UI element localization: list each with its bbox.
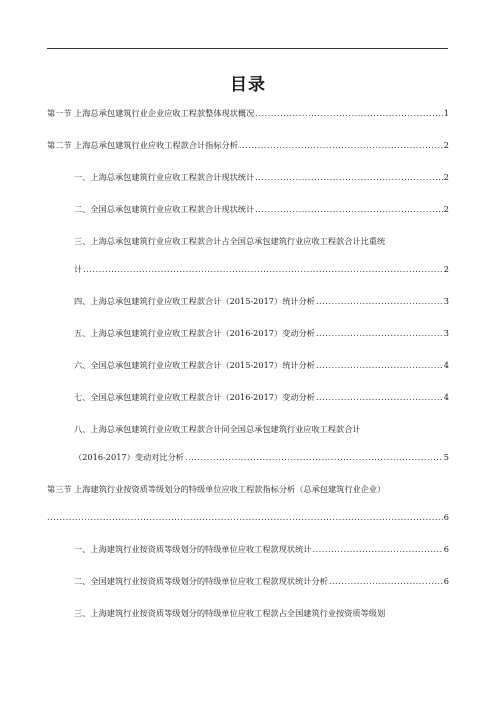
toc-entry[interactable] [47, 328, 449, 339]
toc-entry-text: （2016-2017）变动对比分析 [74, 452, 184, 462]
dot-leader [47, 512, 443, 523]
toc-entry-text: 四、上海总承包建筑行业应收工程款合计（2015-2017）统计分析 [74, 296, 315, 306]
toc-page-number: 5 [443, 452, 449, 462]
toc-entry[interactable] [47, 296, 449, 307]
toc-entry[interactable] [47, 108, 449, 119]
toc-page-number: 2 [443, 204, 449, 214]
toc-entry-text: 计 [74, 264, 83, 274]
toc-page-number: 6 [443, 576, 449, 586]
toc-title: 目录 [230, 75, 266, 95]
toc-page-number: 6 [443, 512, 449, 522]
toc-entry-text-line1: 第三节 上海建筑行业按资质等级划分的特级单位应收工程款指标分析（总承包建筑行业企业） [47, 484, 386, 494]
toc-entry-text: 第二节 上海总承包建筑行业应收工程款合计指标分析 [47, 140, 238, 150]
toc-entry[interactable] [47, 204, 449, 215]
dot-leader [316, 392, 443, 403]
dot-leader [316, 360, 443, 371]
toc-page-number: 3 [443, 328, 449, 338]
dot-leader [255, 204, 443, 215]
toc-page-number: 2 [443, 172, 449, 182]
toc-entry[interactable] [47, 236, 449, 275]
toc-page-number: 3 [443, 296, 449, 306]
dot-leader [239, 140, 443, 151]
header-rule [47, 48, 448, 49]
table-of-contents [47, 108, 449, 619]
toc-page-number: 6 [443, 544, 449, 554]
toc-page-number: 4 [443, 392, 449, 402]
toc-page-number: 2 [443, 140, 449, 150]
toc-entry[interactable] [47, 544, 449, 555]
toc-entry-text: 二、全国建筑行业按资质等级划分的特级单位应收工程款现状统计分析 [74, 576, 328, 586]
dot-leader [255, 172, 443, 183]
toc-page-number: 4 [443, 360, 449, 370]
dot-leader [329, 576, 443, 587]
toc-entry[interactable] [47, 172, 449, 183]
dot-leader [312, 544, 442, 555]
toc-entry-text: 第一节 上海总承包建筑行业企业应收工程款整体现状概况 [47, 108, 255, 118]
toc-entry-text: 五、上海总承包建筑行业应收工程款合计（2016-2017）变动分析 [74, 328, 315, 338]
toc-entry[interactable] [47, 140, 449, 151]
toc-entry[interactable] [47, 392, 449, 403]
toc-entry[interactable] [47, 360, 449, 371]
dot-leader [83, 264, 443, 275]
dot-leader [316, 296, 443, 307]
toc-entry-text: 二、全国总承包建筑行业应收工程款合计现状统计 [74, 204, 255, 214]
dot-leader [255, 108, 442, 119]
toc-entry-text: 一、上海总承包建筑行业应收工程款合计现状统计 [74, 172, 255, 182]
toc-entry[interactable] [47, 576, 449, 587]
toc-entry[interactable] [47, 608, 449, 619]
toc-entry-text: 七、全国总承包建筑行业应收工程款合计（2016-2017）变动分析 [74, 392, 315, 402]
toc-page-number: 2 [443, 264, 449, 274]
toc-entry[interactable] [47, 484, 449, 523]
dot-leader [185, 452, 443, 463]
toc-entry-text-line1: 三、上海总承包建筑行业应收工程款合计占全国总承包建筑行业应收工程款合计比重统 [74, 236, 386, 246]
toc-entry-text: 六、全国总承包建筑行业应收工程款合计（2015-2017）统计分析 [74, 360, 315, 370]
toc-entry-text: 三、上海建筑行业按资质等级划分的特级单位应收工程款占全国建筑行业按资质等级划 [74, 608, 386, 618]
toc-entry[interactable] [47, 424, 449, 463]
toc-entry-text-line1: 八、上海总承包建筑行业应收工程款合计同全国总承包建筑行业应收工程款合计 [74, 424, 361, 434]
dot-leader [316, 328, 443, 339]
toc-entry-text: 一、上海建筑行业按资质等级划分的特级单位应收工程款现状统计 [74, 544, 312, 554]
toc-page-number: 1 [443, 108, 449, 118]
